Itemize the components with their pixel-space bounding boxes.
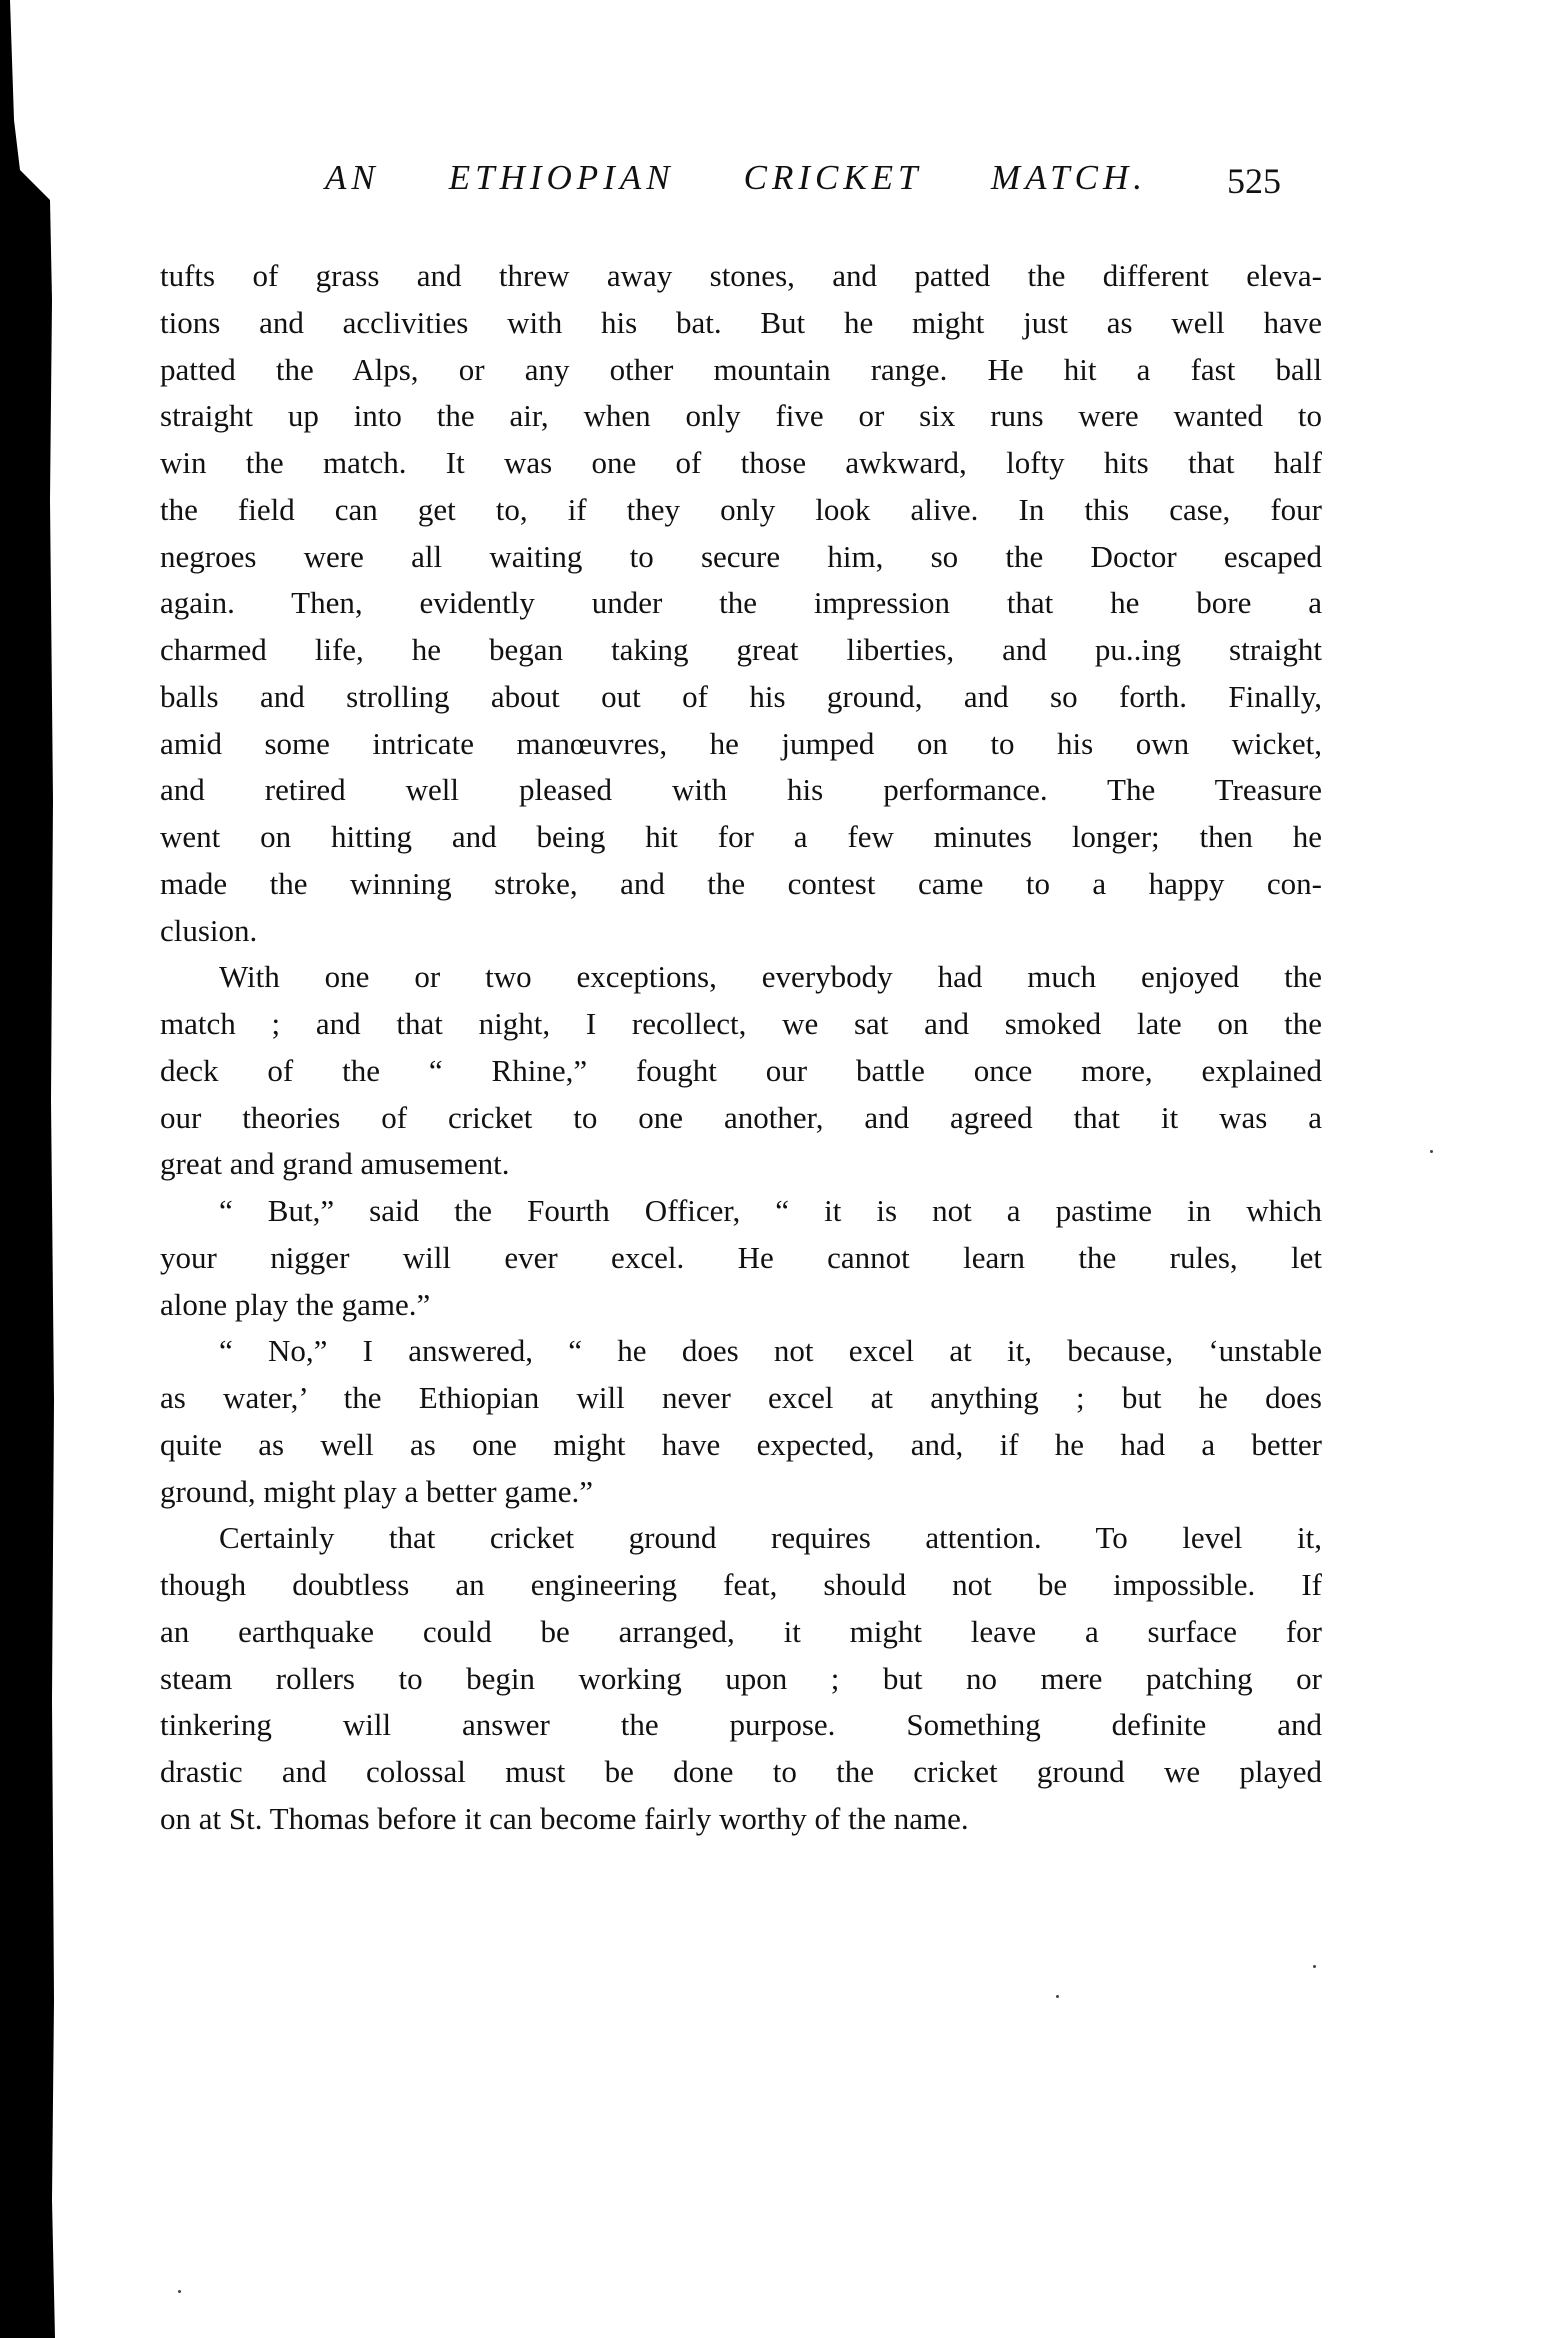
text-line: ground, might play a better game.”	[160, 1473, 594, 1509]
text-line: drastic and colossal must be done to the cricket ground we played	[160, 1754, 1322, 1789]
text-line: steam rollers to begin working upon ; but no mere patching or	[160, 1660, 1322, 1696]
text-line: negroes were all waiting to secure him, so the Doctor escaped	[160, 538, 1322, 574]
scanned-page-edge-shadow	[0, 0, 80, 2338]
text-line: as water,’ the Ethiopian will never excel at anything ; but he does	[160, 1380, 1322, 1415]
text-line: tinkering will answer the purpose. Something definite and	[160, 1707, 1322, 1743]
scan-speck	[1056, 1995, 1059, 1998]
text-line: went on hitting and being hit for a few minutes longer; then he	[160, 819, 1322, 854]
text-line: the field can get to, if they only look alive. In this case, four	[160, 491, 1322, 527]
scan-speck	[1430, 1150, 1433, 1153]
text-line: amid some intricate manœuvres, he jumped on to his own wicket,	[160, 725, 1322, 761]
page-number: 525	[1227, 161, 1281, 201]
text-line: Certainly that cricket ground requires attention. To level it,	[219, 1520, 1322, 1556]
text-line: great and grand amusement.	[160, 1146, 510, 1182]
scan-speck	[1313, 1965, 1316, 1968]
text-line: clusion.	[160, 912, 258, 948]
text-line: again. Then, evidently under the impression that he bore a	[160, 585, 1322, 621]
text-line: deck of the “ Rhine,” fought our battle once more, explained	[160, 1052, 1322, 1088]
text-line: With one or two exceptions, everybody had much enjoyed the	[219, 959, 1322, 995]
text-line: balls and strolling about out of his ground, and so forth. Finally,	[160, 678, 1322, 714]
text-line: though doubtless an engineering feat, should not be impossible. If	[160, 1567, 1322, 1602]
text-line: your nigger will ever excel. He cannot learn the rules, let	[160, 1239, 1322, 1275]
text-line: charmed life, he began taking great liberties, and pu..ing straight	[160, 632, 1322, 667]
text-line: alone play the game.”	[160, 1286, 431, 1322]
text-line: tufts of grass and threw away stones, and patted the different eleva-	[160, 258, 1322, 293]
text-line: tions and acclivities with his bat. But he might just as well have	[160, 304, 1322, 340]
text-line: and retired well pleased with his performance. The Treasure	[160, 772, 1322, 808]
text-line: patted the Alps, or any other mountain range. He hit a fast ball	[160, 351, 1322, 387]
scan-speck	[178, 2290, 181, 2293]
running-title: AN ETHIOPIAN CRICKET MATCH.	[325, 158, 1147, 197]
text-line: an earthquake could be arranged, it might leave a surface for	[160, 1613, 1322, 1649]
text-line: win the match. It was one of those awkward, lofty hits that half	[160, 445, 1322, 480]
text-line: on at St. Thomas before it can become fairly worthy of the name.	[160, 1800, 969, 1836]
text-line: match ; and that night, I recollect, we sat and smoked late on the	[160, 1006, 1322, 1041]
text-line: “ No,” I answered, “ he does not excel at it, because, ‘unstable	[219, 1333, 1322, 1369]
text-line: made the winning stroke, and the contest came to a happy con-	[160, 865, 1322, 901]
text-line: straight up into the air, when only five or six runs were wanted to	[160, 398, 1322, 434]
text-line: “ But,” said the Fourth Officer, “ it is not a pastime in which	[219, 1193, 1322, 1228]
text-line: quite as well as one might have expected, and, if he had a better	[160, 1426, 1322, 1462]
text-line: our theories of cricket to one another, and agreed that it was a	[160, 1099, 1322, 1135]
